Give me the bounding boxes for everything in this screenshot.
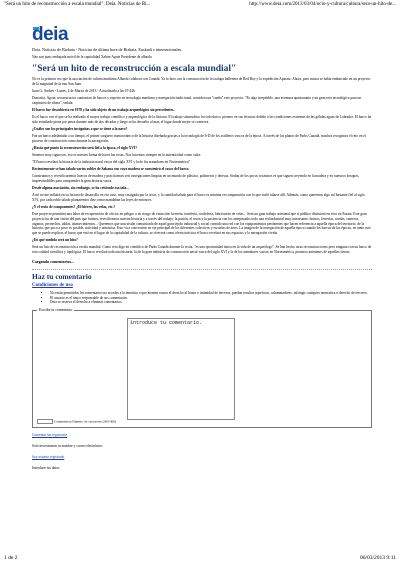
comment-anonymous-link[interactable]: Comentar sin registrarse bbox=[32, 432, 68, 437]
counter-field bbox=[37, 419, 53, 425]
article-intro: Donostia. Agote, reconstructor cuntrastao de barcos y experto en tecnología marítima y navegación tradicional, considera un "sueño" este proyecto. "Es algo irrepetible, una aventura apasionante y un gran reto tecnológico para un carpintero de ribera", señala. bbox=[32, 95, 362, 105]
question-3: ¿Hasta qué punto la reconstrucción será fiel a la época, el siglo XVI? bbox=[32, 145, 138, 150]
comment-form-legend: Escribe tu comentario bbox=[39, 307, 73, 312]
comments-heading: Haz tu comentario bbox=[32, 272, 92, 282]
answer-6: Este proyecto permitirá una labor de recuperación de oficios en peligro o en riesgo de extinción: herrería, tonelería, cordelería, fabricación de velas... Será un gran trabajo artesanal que sí público disfrutará en vivo en Pasaia. Este gran proyecto ha de una visión del país que fuimos, revivilicemos nuestra historia y a través del trabajo, la pasión, el tesón y la paciencia con los antepasados todo una red industrial muy interesante: hornos, ferrerías, ruedas, canteros, organos, pertrechos, tablas, abastecimientos... Queremos que una visión comunicada de aquel gran tejido industrial y social creando una red con los equipamientos pertinentes que hacen referencia a aquella época del territorio, de la historia, que poco a poco es posible, actividad y armónica. Esto va a convertirse en eje principal de los diferentes colectivos y escuelas de artes. La imagen de la navegación de aquella época cuando los barcos de las épocas, en tanto esto que se puede explicar, el barco que está en el lugar de la capitalidad de la cultura, se ofrecerá como oferta turística el barco revelará en sus espacios y la navegación vivida. bbox=[32, 212, 371, 235]
question-4: Recientemente se han talado varios robles de Sakana con cuya madera se construirá el casco del barco. bbox=[32, 167, 190, 172]
article-byline: Nao san juan, embajada móvil de la capitalidad Xabier Agote Presidente de albaola bbox=[32, 55, 152, 59]
page-content bbox=[32, 26, 372, 471]
comment-auth-options bbox=[32, 433, 372, 471]
deia-logo[interactable] bbox=[32, 26, 78, 45]
character-counter bbox=[37, 419, 116, 425]
registered-user-link[interactable]: Soy usuario registrado bbox=[32, 454, 65, 459]
counter-label: Comentarios/Número de caracteres (300/300) bbox=[54, 419, 117, 424]
pull-quote: "El barco revelará la historia de la industria naval vasca del siglo XVI y la de los armadores en Norteamérica" bbox=[32, 160, 191, 165]
print-page-title: "Será un hito de reconstrucción a escala mundial". Deia. Noticias de Bi... bbox=[4, 2, 151, 7]
conditions-link[interactable]: Condiciones de uso bbox=[32, 283, 73, 289]
question-2: ¿Cuáles son los principales incógnitas a que se tiene a la nave? bbox=[32, 126, 128, 131]
comment-form bbox=[32, 307, 372, 428]
print-footer bbox=[4, 554, 396, 562]
print-datetime: 06/03/2013 9:11 bbox=[359, 555, 396, 561]
anonymous-help-text: Solo necesitamos tu nombre y correo electrónico. bbox=[32, 443, 104, 448]
condition-item: • El usuario es el único responsable de sus comentarios. bbox=[50, 296, 372, 300]
article-title: "Será un hito de reconstrucción a escala mundial" bbox=[32, 64, 237, 74]
site-tagline: Deia. Noticias de Bizkaia - Noticias de última hora de Bizkaia, Euskadi e internacionales. bbox=[32, 47, 183, 52]
question-6: ¿Y el resto de componentes? ¿El hierro, las velas, etc.? bbox=[32, 205, 116, 210]
conditions-list bbox=[32, 291, 372, 304]
comment-textarea[interactable]: introduce tu comentario. bbox=[127, 318, 235, 420]
condition-item: • Deia se reserva el derecho a eliminar comentarios. bbox=[50, 300, 372, 304]
answer-4: Construimos y revivilicaremos huecos de madera y practicamos seis navegaciones limpias en un mundo de plástico, polímeros y derivas. Sirdau de los pocos rocasinos es que siguen creyendo en la madera y en nuestros bosques, imprescindibles para comprender la gran historia vasca. bbox=[32, 174, 360, 184]
page-number: 1 de 2 bbox=[4, 555, 18, 561]
article-lead: No es la primera vez que la asociación de cultura marítima Albaola colabora con Canadá. Ya lo hizo con la construcción de la txalupa ballenera de Red Bay y la expedición Aparaiz. Ahora, pero nunca se había embarcado en un proyecto de la magnitud de la nao San Juan. bbox=[32, 77, 371, 86]
comments-loading: Cargando comentarios... bbox=[32, 259, 74, 265]
answer-2: Fue un barco adelantado a su tiempo, el primer carguero transoceánico de la historia diseñada gracias a la tecnología de I+D de los astilleros vascos de la época. A través de los planos de Parks Canadá, muchos recogimos el reto en el proceso de construcción como durante la navegación. bbox=[32, 133, 366, 143]
answer-1: Es el barco con el que se ha realizado el mayor trabajo científico y arqueológico de la historia. El trabajo subacuático ha sido único, pionero en sus técnicas debido a las condiciones extremas de las gélidas aguas de Labrador. El barco ha sido estudiado pieza por pieza durante más de dos décadas y luego se ha devuelto al mar, el lugar donde mejor se conserva. bbox=[32, 114, 372, 124]
logo-text: deia bbox=[32, 24, 69, 45]
question-7: ¿En qué medida será un hito? bbox=[32, 237, 78, 242]
answer-7: Será un hito de reconstrucción a escala mundial. Como reto digo en científico de Parks Canadá durante la visita, "es una oportunidad única en la vida de un arqueólogo". Se han hecho otras reconstrucciones pero ninguna con un barco de esta calidad científica y tipológica. El barco revelará toda una historia: la de la gran industria de construcción naval vasca del siglo XVI y la de los armadores vascos en Norteamérica, pioneros anónimos de aquellas tierras. bbox=[32, 245, 372, 254]
question-5: Desde alguna asociación, sin embargo, se ha criticado esa tala... bbox=[32, 186, 129, 191]
comments-divider bbox=[32, 269, 372, 270]
question-1: El barco fue descubierto en 1978 y ha sido objeto de un trabajo arqueológico sin precedentes. bbox=[32, 107, 175, 112]
condition-item: • No están permitidos los comentarios no acordes a la temática o que atenten contra el derecho al honor e intimidad de terceros, puedan resultar injuriosos, calumniadores, infringir cualquier normativa o derecho de terceros. bbox=[50, 291, 372, 295]
answer-5: A mí no me influirá en su factura de desarrollo en ese caso, muy castigada por la crisis, y la cantidad talada para el barco es mínima en comparación con lo que suele talarse allí. Además, como queremos algo así bastante fiel al siglo XVI, por cada roble talado plantaremos diez como mandaban las leyes de entonces. bbox=[32, 193, 365, 202]
article-dateline: Juan G. Andrés - Lunes, 4 de Marzo de 2013 - Actualizado a las 07:44h bbox=[32, 88, 135, 93]
print-header bbox=[4, 1, 396, 9]
registered-help-text: Introduce tus datos. bbox=[32, 465, 61, 470]
print-page-url: http://www.deia.com/2013/03/04/ocio-y-cultura/cultura/sera-un-hito-de... bbox=[249, 2, 396, 7]
answer-3: Seremos muy rigurosos, eso es nuestra forma de hacer las cosas. Nos hacemos siempre en la autenticidad como valor. bbox=[32, 152, 202, 157]
